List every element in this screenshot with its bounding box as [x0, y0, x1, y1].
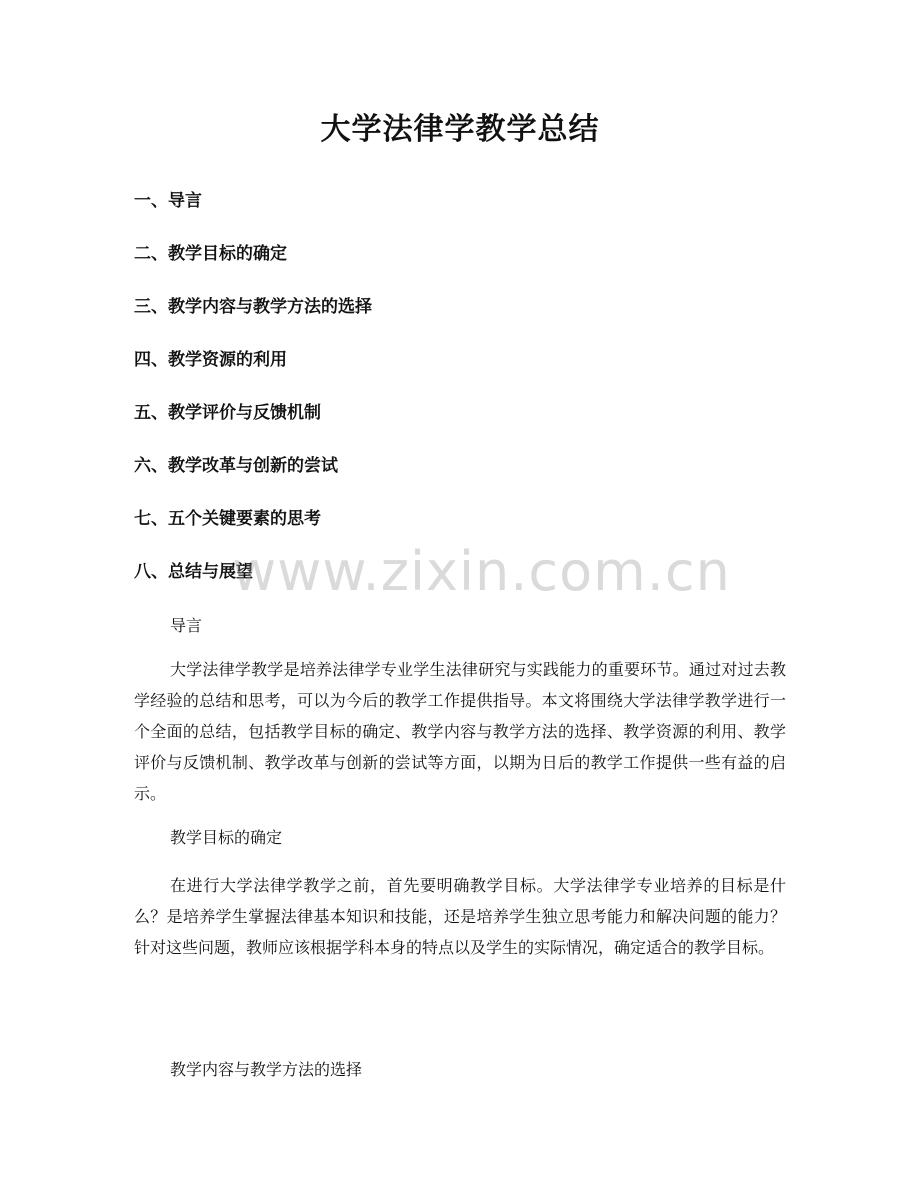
toc-item-evaluation: 五、教学评价与反馈机制	[134, 403, 321, 423]
section-paragraph-goals: 在进行大学法律学教学之前，首先要明确教学目标。大学法律学专业培养的目标是什么？是培养学生掌握法律基本知识和技能，还是培养学生独立思考能力和解决问题的能力？针对这些问题，教师应该根据学科本身的特点以及学生的实际情况，确定适合的教学目标。	[134, 876, 786, 957]
section-heading-content-methods: 教学内容与教学方法的选择	[170, 1060, 363, 1079]
toc-item-key-elements: 七、五个关键要素的思考	[134, 509, 321, 529]
toc-item-resources: 四、教学资源的利用	[134, 350, 287, 370]
toc-item-content-methods: 三、教学内容与教学方法的选择	[134, 297, 372, 317]
toc-item-goals: 二、教学目标的确定	[134, 244, 287, 264]
section-heading-goals: 教学目标的确定	[170, 828, 283, 847]
toc-item-intro: 一、导言	[134, 191, 202, 211]
toc-item-summary: 八、总结与展望	[134, 562, 253, 582]
toc-item-reform: 六、教学改革与创新的尝试	[134, 456, 338, 476]
section-paragraph-intro: 大学法律学教学是培养法律学专业学生法律研究与实践能力的重要环节。通过对过去教学经验的总结和思考，可以为今后的教学工作提供指导。本文将围绕大学法律学教学进行一个全面的总结，包括教学目标的确定、教学内容与教学方法的选择、教学资源的利用、教学评价与反馈机制、教学改革与创新的尝试等方面，以期为日后的教学工作提供一些有益的启示。	[134, 660, 786, 803]
section-heading-intro: 导言	[170, 616, 203, 635]
document-title: 大学法律学教学总结	[320, 112, 600, 147]
watermark: www.zixin.com.cn	[232, 540, 731, 603]
